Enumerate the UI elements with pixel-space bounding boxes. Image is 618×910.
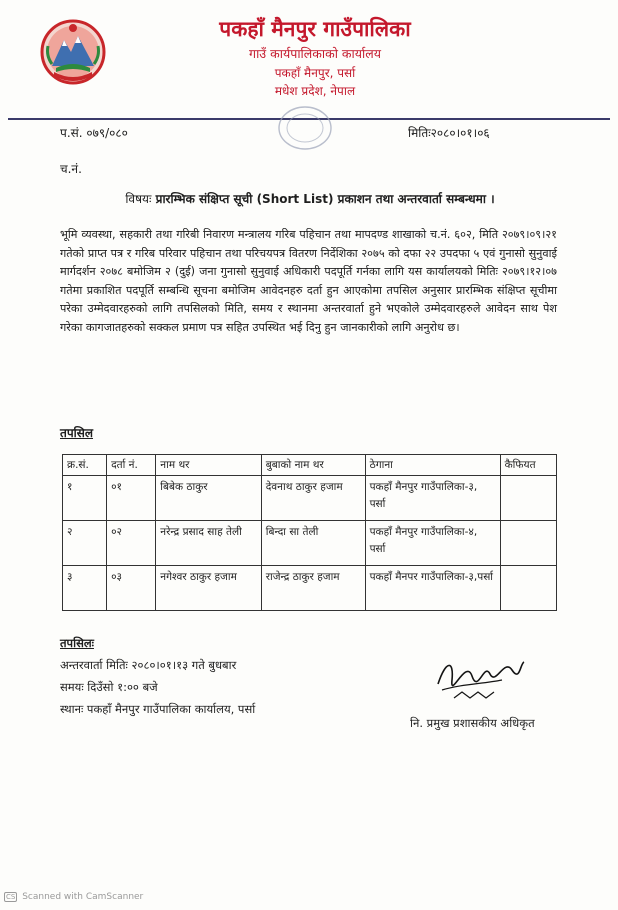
table-row bbox=[63, 521, 557, 566]
body-paragraph: भूमि व्यवस्था, सहकारी तथा गरिबी निवारण मन्त्रालय गरिब पहिचान तथा मापदण्ड शाखाको च.नं. ६०२, मिति २०७९।०९।२१ गतेको प्राप्त पत्र र गरिब परिवार पहिचान तथा परिचयपत्र वितरण निर्देशिका २०७५ को दफा २२ उपदफा ५ एवं गुनासो सुनुवाई मार्गदर्शन २०७८ बमोजिम २ (दुई) जना गुनासो सुनुवाई अधिकारी पदपूर्ति गर्नका लागि यस कार्यालयको मितिः २०७९।१२।०७ गतेमा प्रकाशित पदपूर्ति सम्बन्धि सूचना बमोजिम आवेदनहरु दर्ता हुन आएकोमा तपसिल अनुसार प्रारम्भिक संक्षिप्त सूचीमा परेका उम्मेदवारहरुको लागि तपसिलको मिति, समय र स्थानमा अन्तरवार्ता हुने भएकोले उम्मेदवारहरुले आवेदन साथ पेश गरेका कागजातहरुको सक्कल प्रमाण पत्र सहित उपस्थित भई दिनु हुन जानकारीको लागि अनुरोध छ। bbox=[60, 228, 557, 334]
header-remarks: कैफियत bbox=[500, 455, 556, 476]
cell-father-name: देवनाथ ठाकुर हजाम bbox=[261, 476, 365, 521]
cell-father-name: बिन्दा सा तेली bbox=[261, 521, 365, 566]
cell-reg-no: ०२ bbox=[107, 521, 156, 566]
cell-name: नगेश्वर ठाकुर हजाम bbox=[156, 566, 261, 611]
office-stamp-icon bbox=[276, 104, 334, 152]
scanner-watermark bbox=[4, 892, 143, 902]
camscanner-logo-icon: CS bbox=[6, 893, 16, 901]
subject-label: विषयः bbox=[125, 192, 152, 206]
cell-name: नरेन्द्र प्रसाद साह तेली bbox=[156, 521, 261, 566]
cell-remarks bbox=[500, 521, 556, 566]
interview-place: स्थानः पकहाँ मैनपुर गाउँपालिका कार्यालय, पर्सा bbox=[60, 702, 256, 716]
tapasil-heading: तपसिल bbox=[60, 426, 94, 440]
cell-address: पकहाँ मैनपर गाउँपालिका-३,पर्सा bbox=[365, 566, 500, 611]
table-row bbox=[63, 566, 557, 611]
subject-text: प्रारम्भिक संक्षिप्त सूची (Short List) प्रकाशन तथा अन्तरवार्ता सम्बन्धमा । bbox=[155, 192, 495, 206]
signature-icon bbox=[432, 650, 528, 702]
reference-number: प.सं. ०७९/०८० bbox=[60, 126, 128, 140]
officer-designation: नि. प्रमुख प्रशासकीय अधिकृत bbox=[410, 716, 535, 730]
cell-father-name: राजेन्द्र ठाकुर हजाम bbox=[261, 566, 365, 611]
cell-sn: १ bbox=[63, 476, 107, 521]
cell-sn: ३ bbox=[63, 566, 107, 611]
header-reg-no: दर्ता नं. bbox=[107, 455, 156, 476]
cell-sn: २ bbox=[63, 521, 107, 566]
cell-reg-no: ०३ bbox=[107, 566, 156, 611]
dispatch-number: च.नं. bbox=[60, 162, 82, 176]
interview-time: समयः दिउँसो १:०० बजे bbox=[60, 680, 158, 694]
header-name: नाम थर bbox=[156, 455, 261, 476]
cell-remarks bbox=[500, 566, 556, 611]
header-address: ठेगाना bbox=[365, 455, 500, 476]
header-sn: क्र.सं. bbox=[63, 455, 107, 476]
interview-date: अन्तरवार्ता मितिः २०८०।०१।१३ गते बुधबार bbox=[60, 658, 237, 672]
office-address: पकहाँ मैनपुर, पर्सा bbox=[274, 66, 356, 80]
interview-heading: तपसिलः bbox=[60, 636, 94, 650]
subject-line bbox=[60, 190, 560, 207]
office-province: मधेश प्रदेश, नेपाल bbox=[274, 84, 356, 98]
table-header-row bbox=[63, 455, 557, 476]
interview-details bbox=[60, 632, 255, 720]
header-father-name: बुबाको नाम थर bbox=[261, 455, 365, 476]
cell-reg-no: ०१ bbox=[107, 476, 156, 521]
table-row bbox=[63, 476, 557, 521]
municipality-name: पकहाँ मैनपुर गाउँपालिका bbox=[219, 17, 411, 41]
cell-address: पकहाँ मैनपुर गाउँपालिका-४, पर्सा bbox=[365, 521, 500, 566]
cell-name: बिबेक ठाकुर bbox=[156, 476, 261, 521]
scanner-text: Scanned with CamScanner bbox=[22, 892, 144, 902]
cell-address: पकहाँ मैनपुर गाउँपालिका-३, पर्सा bbox=[365, 476, 500, 521]
shortlist-table bbox=[62, 454, 557, 611]
letter-date: मितिः२०८०।०१।०६ bbox=[408, 126, 490, 140]
cell-remarks bbox=[500, 476, 556, 521]
nepal-emblem-icon bbox=[38, 16, 108, 86]
office-name: गाउँ कार्यपालिकाको कार्यालय bbox=[249, 46, 381, 61]
letterhead bbox=[150, 14, 480, 100]
